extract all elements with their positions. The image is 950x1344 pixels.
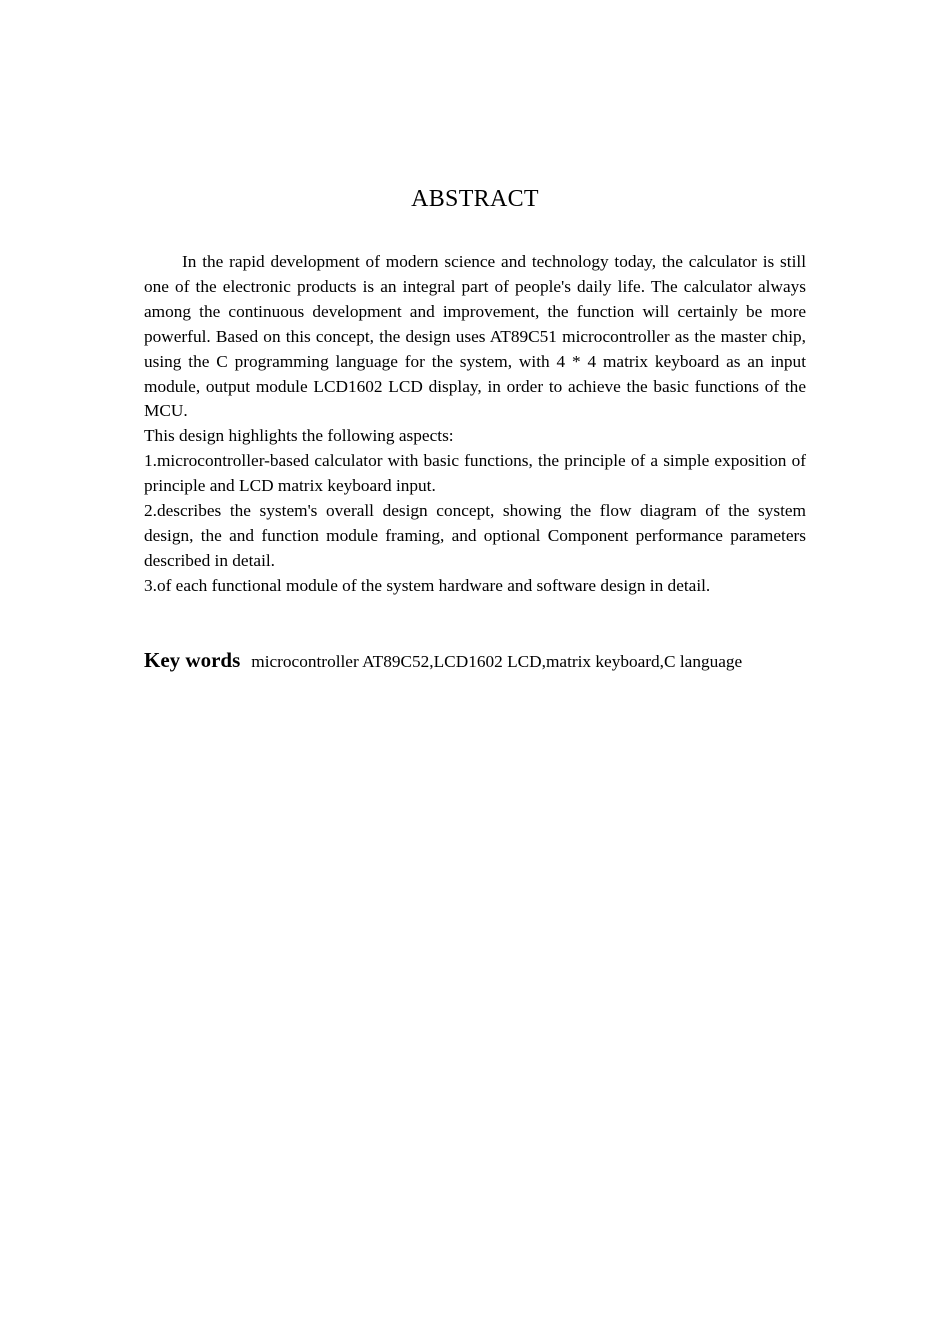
keywords-line (144, 646, 824, 676)
abstract-point-1: 1.microcontroller-based calculator with basic functions, the principle of a simple exposition of principle and LCD matrix keyboard input. (144, 451, 806, 496)
abstract-point-2: 2.describes the system's overall design concept, showing the flow diagram of the system design, the and function module framing, and optional Component performance parameters described in detail. (144, 501, 806, 570)
keywords-label: Key words (144, 648, 241, 672)
abstract-title: ABSTRACT (411, 186, 539, 212)
abstract-paragraph-highlights-intro: This design highlights the following aspects: (144, 426, 454, 446)
abstract-body (144, 250, 806, 599)
keywords-text: microcontroller AT89C52,LCD1602 LCD,matrix keyboard,C language (251, 652, 743, 671)
abstract-paragraph-intro: In the rapid development of modern science and technology today, the calculator is still one of the electronic products is an integral part of people's daily life. The calculator always among the continuous development and improvement, the function will certainly be more powerful. Based on this concept, the design uses AT89C51 microcontroller as the master chip, using the C programming language for the system, with 4 * 4 matrix keyboard as an input module, output module LCD1602 LCD display, in order to achieve the basic functions of the MCU. (144, 252, 806, 421)
abstract-point-3: 3.of each functional module of the system hardware and software design in detail. (144, 575, 711, 595)
